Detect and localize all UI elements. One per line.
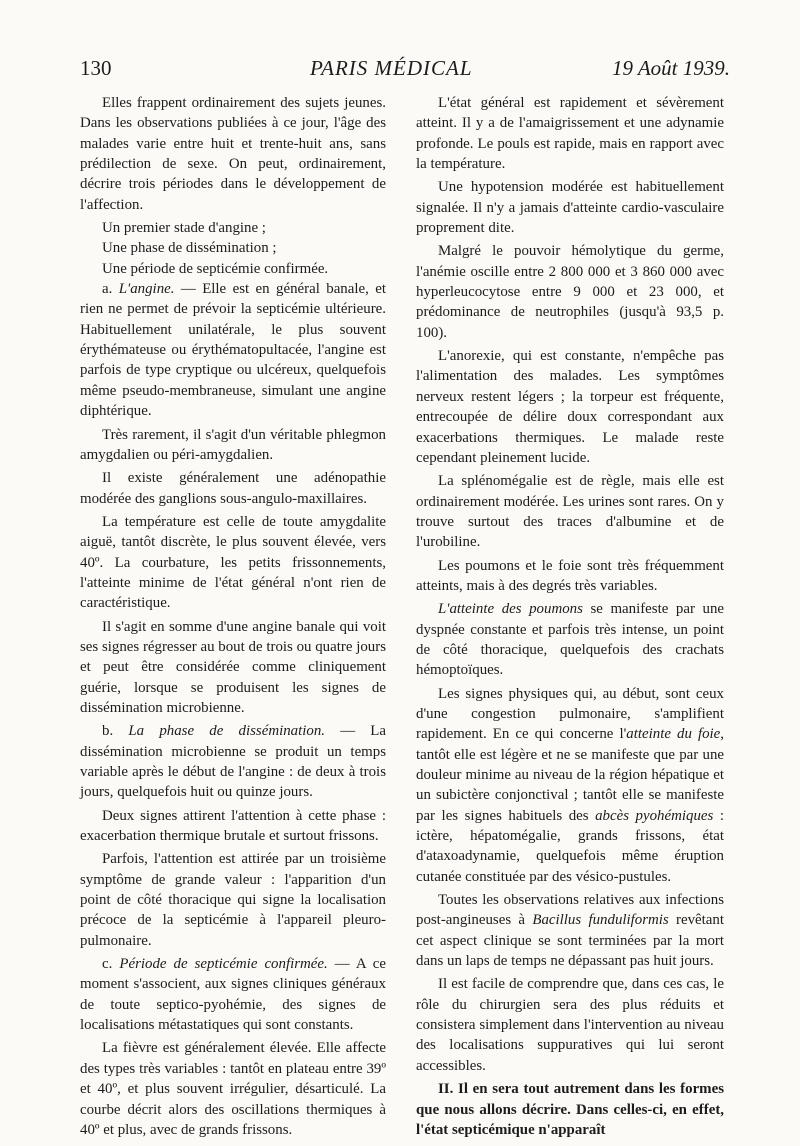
list-item: Une période de septicémie confirmée. (102, 260, 329, 277)
paragraph: Il est facile de comprendre que, dans ces cas, le rôle du chirurgien sera des plus réduits et consistera simplement dans l'intervention au niveau des localisations suppuratives qui lui seront accessibles. (416, 976, 724, 1074)
section-a-text: — Elle est en général banale, et rien ne permet de prévoir la septicémie ultérieure. Habituellement unilatérale, le plus souvent érythémateuse ou érythématopultacée, l'angine est parfois de type cryptique ou ulcéreux, quelquefois même pseudo-membraneuse, simulant une angine diphtérique. (80, 281, 386, 420)
section-a (80, 279, 386, 421)
section-b-title: La phase de dissémination. (128, 723, 325, 740)
lungs-paragraph (416, 599, 724, 680)
paragraph: Il s'agit en somme d'une angine banale qui voit ses signes régresser au bout de trois ou quatre jours et peut être considérée comme cliniquement guérie, lorsque se produisent les signes de dissémination microbienne. (80, 618, 386, 716)
section-b (80, 721, 386, 802)
paragraph: Une hypotension modérée est habituellement signalée. Il n'y a jamais d'atteinte cardio-vasculaire proprement dite. (416, 179, 724, 237)
liver-text-a: Les signes physiques qui, au début, sont ceux d'une congestion pulmonaire, s'amplifient rapidement. En ce qui concerne l' (416, 685, 724, 743)
right-column (416, 93, 724, 1143)
section-c (80, 954, 386, 1035)
paragraph: L'état général est rapidement et sévèrement atteint. Il y a de l'amaigrissement et une adynamie profonde. Le pouls est rapide, mais en rapport avec la température. (416, 95, 724, 173)
paragraph: Elles frappent ordinairement des sujets jeunes. Dans les observations publiées à ce jour, l'âge des malades varie entre huit et trente-huit ans, sans prédilection de sexe. On peut, ordinairement, décrire trois périodes dans le développement de l'affection. (80, 95, 386, 213)
paragraph: L'anorexie, qui est constante, n'empêche pas l'alimentation des malades. Les symptômes nerveux restent légers ; la torpeur est fréquente, entrecoupée de délire doux correspondant aux exacerbations thermiques. Le malade reste cependant pleinement lucide. (416, 348, 724, 466)
abscess-title: abcès pyohémiques (595, 807, 714, 824)
liver-text-b: , tantôt elle est légère et ne se manifeste que par une douleur minime au niveau de la région hépatique et un subictère conjonctival ; tantôt elle se manifeste par les signes habituels des (416, 726, 725, 824)
liver-title: atteinte du foie (626, 726, 721, 743)
paragraph: Deux signes attirent l'attention à cette phase : exacerbation thermique brutale et surtout frissons. (80, 807, 386, 845)
list-item: Un premier stade d'angine ; (102, 220, 266, 237)
list-item: Une phase de dissémination ; (102, 240, 277, 257)
section-b-label: b. (102, 723, 129, 740)
lungs-title: L'atteinte des poumons (438, 601, 583, 618)
bacillus-paragraph (416, 890, 724, 971)
lungs-text: se manifeste par une dyspnée constante et parfois très intense, un point de côté thoracique, quelquefois des crachats hémoptoïques. (416, 601, 724, 679)
page-header (80, 56, 730, 86)
section-ii-paragraph: II. Il en sera tout autrement dans les formes que nous allons décrire. Dans celles-ci, en effet, l'état septicémique n'apparaît (416, 1081, 724, 1138)
section-c-title: Période de septicémie confirmée. (119, 956, 328, 973)
paragraph: Très rarement, il s'agit d'un véritable phlegmon amygdalien ou péri-amygdalien. (80, 426, 386, 463)
paragraph: La température est celle de toute amygdalite aiguë, tantôt discrète, le plus souvent élevée, vers 40º. La courbature, les petits frissonnements, l'atteinte minime de l'état général n'ont rien de caractéristique. (80, 513, 386, 612)
liver-text-c: : ictère, hépatomégalie, grands frissons, état d'ataxoadynamie, quelquefois même éruption cutanée constituée par des vésico-pustules. (416, 807, 724, 885)
issue-date: 19 Août 1939. (611, 56, 730, 80)
paragraph: Malgré le pouvoir hémolytique du germe, l'anémie oscille entre 2 800 000 et 3 860 000 avec hyperleucocytose entre 9 000 et 23 000, et prédominance de neutrophiles (jusqu'à 93,5 p. 100). (416, 243, 724, 341)
left-column (80, 93, 386, 1143)
section-a-label: a. (102, 281, 119, 298)
liver-paragraph (416, 684, 724, 887)
bacillus-text-a: Toutes les observations relatives aux infections post-angineuses à (416, 892, 724, 929)
journal-title: PARIS MÉDICAL (310, 56, 473, 80)
paragraph: La splénomégalie est de règle, mais elle est ordinairement modérée. Les urines sont rares. On y trouve surtout des traces d'albumine et de l'urobiline. (416, 473, 724, 551)
paragraph: La fièvre est généralement élevée. Elle affecte des types très variables : tantôt en plateau entre 39º et 40º, et plus souvent irrégulier, désarticulé. La courbe décrit alors des oscillations thermiques à 40º et plus, avec de grands frissons. (80, 1040, 386, 1138)
bacillus-name: Bacillus funduliformis (532, 912, 669, 929)
section-c-label: c. (102, 956, 120, 973)
paragraph: Les poumons et le foie sont très fréquemment atteints, mais à des degrés très variables. (416, 557, 724, 594)
section-a-title: L'angine. (118, 281, 175, 298)
bacillus-text-b: revêtant cet aspect clinique se sont terminées par la mort dans un laps de temps ne dépassant pas huit jours. (416, 912, 724, 970)
page-number: 130 (80, 56, 112, 80)
section-c-text: — A ce moment s'associent, aux signes cliniques généraux de toute septico-pyohémie, des signes de localisations métastatiques qui sont constants. (80, 956, 386, 1034)
paragraph: Il existe généralement une adénopathie modérée des ganglions sous-angulo-maxillaires. (80, 470, 386, 507)
section-b-text: — La dissémination microbienne se produit un temps variable après le début de l'angine : de deux à trois jours, quelquefois huit ou quinze jours. (80, 723, 387, 801)
paragraph: Parfois, l'attention est attirée par un troisième symptôme de grande valeur : l'apparition d'un point de côté thoracique qui signe la localisation précoce de la septicémie à l'appareil pleuro-pulmonaire. (80, 851, 386, 949)
